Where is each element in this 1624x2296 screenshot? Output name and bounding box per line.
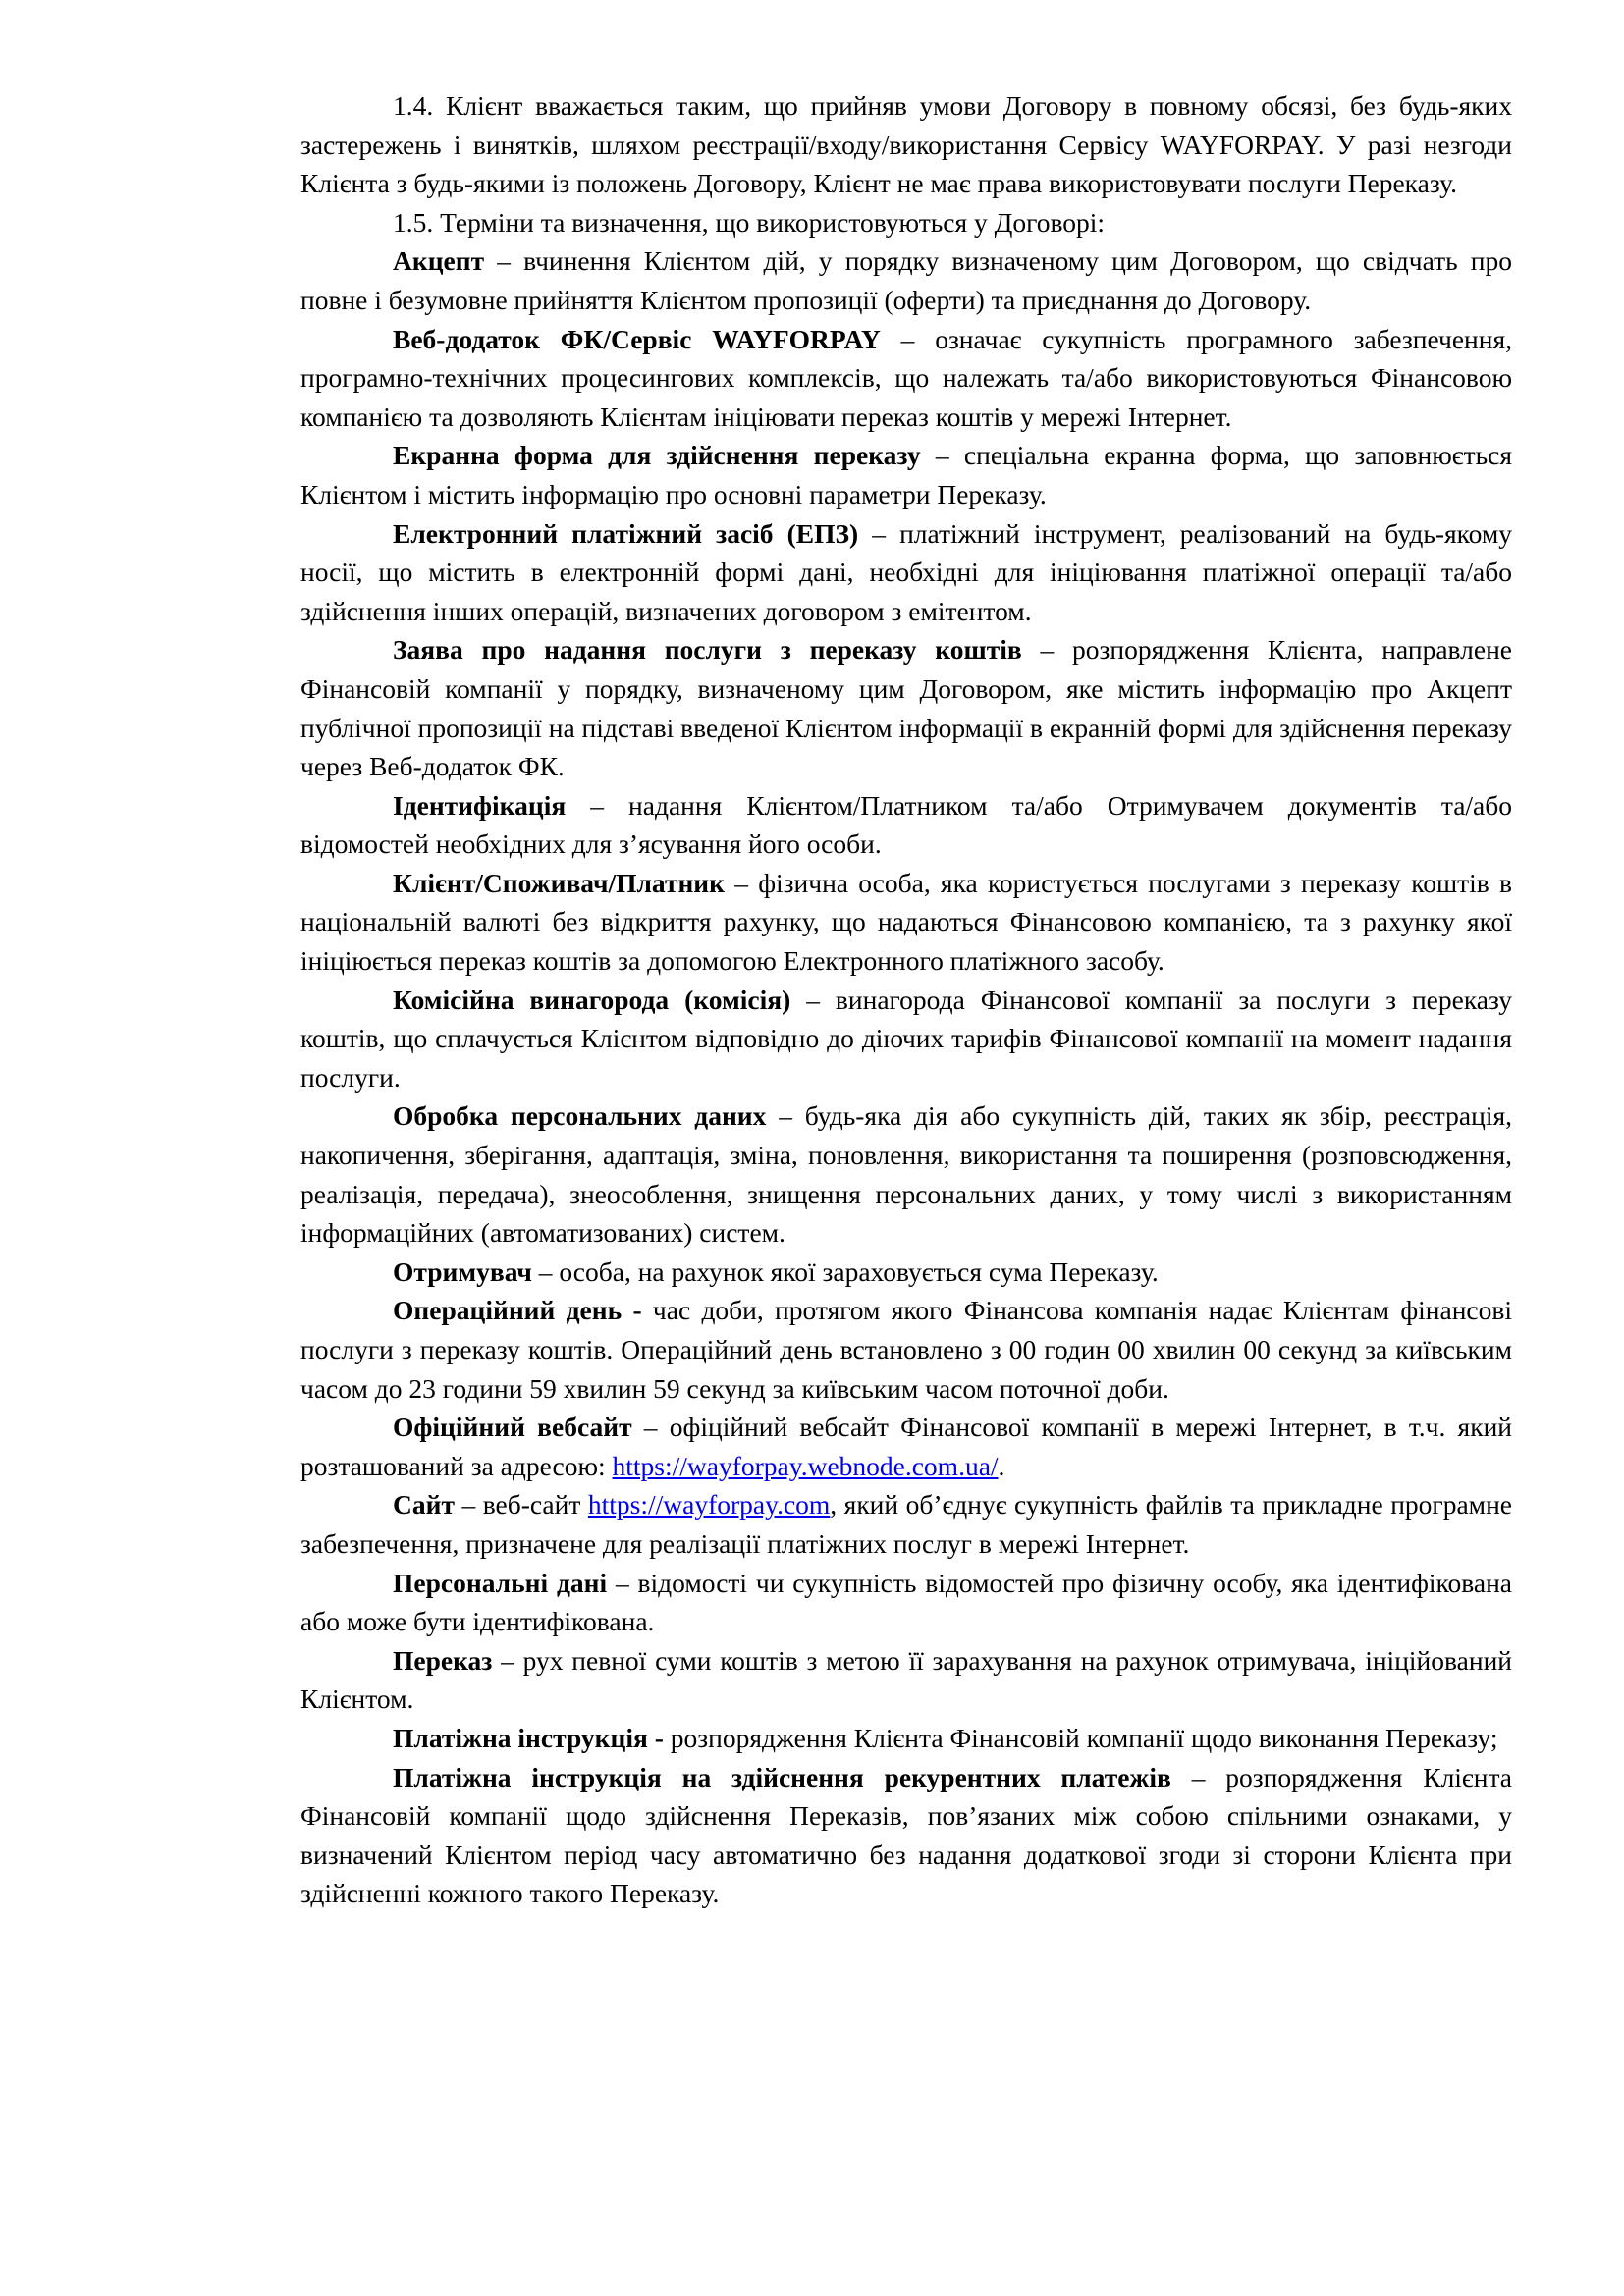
definition-text: час доби, протягом якого Фінансова компанія надає Клієнтам фінансові послуги з переказу коштів. Операційний день встановлено з 00 годин 00 хвилин 00 секунд за київським часом до 23 години 59 хвилин 59 секунд за київським часом поточної доби. [300, 1295, 1512, 1404]
definition-web-app [300, 320, 1512, 437]
separator: – [607, 1567, 638, 1598]
clause-1-5 [300, 203, 1512, 242]
separator: – [766, 1100, 805, 1132]
definition-client [300, 864, 1512, 981]
definition-text: відомості чи сукупність відомостей про фізичну особу, яка ідентифікована або може бути ідентифікована. [300, 1567, 1512, 1637]
definition-text: надання Клієнтом/Платником та/або Отримувачем документів та/або відомостей необхідних для з’ясування його особи. [300, 789, 1513, 860]
clause-number: 1.4. [393, 90, 434, 121]
definition-transfer [300, 1641, 1512, 1719]
definition-term: Отримувач [393, 1255, 532, 1287]
definition-text: розпорядження Клієнта Фінансовій компанії щодо виконання Переказу; [670, 1722, 1498, 1753]
separator: - [647, 1722, 671, 1753]
definition-term: Офіційний вебсайт [393, 1412, 632, 1443]
definition-akcept [300, 241, 1512, 319]
definition-text: розпорядження Клієнта Фінансовій компанії щодо здійснення Переказів, пов’язаних між собою спільними ознаками, у визначений Клієнтом період часу автоматично без надання додаткової згоди зі сторони Клієнта при здійсненні кожного такого Переказу. [300, 1761, 1513, 1909]
definition-text: особа, на рахунок якої зараховується сума Переказу. [559, 1255, 1159, 1287]
definition-term: Клієнт/Споживач/Платник [393, 867, 725, 898]
definition-term: Ідентифікація [393, 789, 567, 821]
separator: – [566, 789, 629, 821]
definition-commission [300, 981, 1512, 1097]
definition-payment-instruction [300, 1719, 1512, 1758]
separator: - [622, 1295, 653, 1326]
definition-term: Переказ [393, 1644, 493, 1676]
definition-text-after: . [998, 1450, 1005, 1481]
site-link[interactable]: https://wayforpay.com [587, 1489, 831, 1521]
definition-identification [300, 786, 1512, 864]
separator: – [790, 984, 836, 1015]
definition-term: Сайт [393, 1489, 455, 1521]
separator: – [1021, 634, 1072, 666]
definition-recipient [300, 1253, 1512, 1292]
definition-official-website [300, 1408, 1512, 1485]
separator: – [1170, 1761, 1226, 1792]
clause-1-4 [300, 86, 1512, 203]
definition-term: Акцепт [393, 245, 485, 277]
separator: – [454, 1489, 483, 1521]
definition-site [300, 1485, 1512, 1563]
definition-recurring-instruction [300, 1758, 1512, 1913]
definition-text: платіжний інструмент, реалізований на будь-якому носії, що містить в електронній формі дані, необхідні для ініціювання платіжної операції та/або здійснення інших операцій, визначених договором з емітентом. [300, 517, 1513, 626]
definition-term: Заява про надання послуги з переказу коштів [393, 634, 1022, 666]
definition-term: Операційний день [393, 1295, 623, 1326]
definition-text: рух певної суми коштів з метою її зарахування на рахунок отримувача, ініційований Клієнтом. [300, 1644, 1512, 1715]
definition-application [300, 630, 1512, 785]
separator: – [920, 440, 964, 471]
definition-operational-day [300, 1291, 1512, 1408]
definition-text: офіційний вебсайт Фінансової компанії в мережі Інтернет, в т.ч. який розташований за адресою: [300, 1412, 1513, 1481]
definition-term: Комісійна винагорода (комісія) [393, 984, 791, 1015]
definition-term: Персональні дані [393, 1567, 608, 1598]
separator: – [531, 1255, 560, 1287]
document-page [300, 86, 1512, 1913]
clause-text: Клієнт вважається таким, що прийняв умови Договору в повному обсязі, без будь-яких застережень і винятків, шляхом реєстрації/входу/використання Сервісу WAYFORPAY. У разі незгоди Клієнта з будь-якими із положень Договору, Клієнт не має права використовувати послуги Переказу. [300, 90, 1512, 199]
clause-number: 1.5. [393, 206, 434, 238]
definition-term: Обробка персональних даних [393, 1100, 767, 1132]
separator: – [858, 517, 900, 549]
definition-text: фізична особа, яка користується послугами з переказу коштів в національній валюті без відкриття рахунку, що надаються Фінансовою компанією, та з рахунку якої ініціюється переказ коштів за допомогою Електронного платіжного засобу. [300, 867, 1512, 977]
definition-term: Платіжна інструкція на здійснення рекурентних платежів [393, 1761, 1171, 1792]
definition-term: Веб-додаток ФК/Сервіс WAYFORPAY [393, 323, 881, 354]
definition-text-after: , який об’єднує сукупність файлів та прикладне програмне забезпечення, призначене для реалізації платіжних послуг в мережі Інтернет. [300, 1489, 1512, 1559]
definition-data-processing [300, 1096, 1512, 1252]
definition-epz [300, 514, 1512, 631]
definition-term: Електронний платіжний засіб (ЕПЗ) [393, 517, 859, 549]
separator: – [880, 323, 936, 354]
definition-text: означає сукупність програмного забезпечення, програмно-технічних процесингових комплексів, що належать та/або використовуються Фінансовою компанією та дозволяють Клієнтам ініціювати переказ коштів у мережі Інтернет. [300, 323, 1512, 432]
definition-term: Екранна форма для здійснення переказу [393, 440, 921, 471]
definition-text: спеціальна екранна форма, що заповнюється Клієнтом і містить інформацію про основні параметри Переказу. [300, 440, 1512, 509]
definition-text: розпорядження Клієнта, направлене Фінансовій компанії у порядку, визначеному цим Договором, яке містить інформацію про Акцепт публічної пропозиції на підставі введеної Клієнтом інформації в екранній формі для здійснення переказу через Веб-додаток ФК. [300, 634, 1512, 782]
definition-text: вчинення Клієнтом дій, у порядку визначеному цим Договором, що свідчать про повне і безумовне прийняття Клієнтом пропозиції (оферти) та приєднання до Договору. [300, 245, 1512, 315]
official-website-link[interactable]: https://wayforpay.webnode.com.ua/ [612, 1450, 999, 1481]
definition-text: винагорода Фінансової компанії за послуги з переказу коштів, що сплачується Клієнтом відповідно до діючих тарифів Фінансової компанії на момент надання послуги. [300, 984, 1513, 1093]
definition-screen-form [300, 436, 1512, 513]
clause-text: Терміни та визначення, що використовуються у Договорі: [440, 206, 1106, 238]
definition-term: Платіжна інструкція [393, 1722, 648, 1753]
separator: – [492, 1644, 523, 1676]
definition-text: веб-сайт [482, 1489, 588, 1521]
definition-text: будь-яка дія або сукупність дій, таких як збір, реєстрація, накопичення, зберігання, адаптація, зміна, поновлення, використання та поширення (розповсюдження, реалізація, передача), знеособлення, знищення персональних даних, у тому числі з використанням інформаційних (автоматизованих) систем. [300, 1100, 1512, 1249]
separator: – [631, 1412, 670, 1443]
definition-personal-data [300, 1564, 1512, 1641]
separator: – [484, 245, 524, 277]
separator: – [725, 867, 759, 898]
